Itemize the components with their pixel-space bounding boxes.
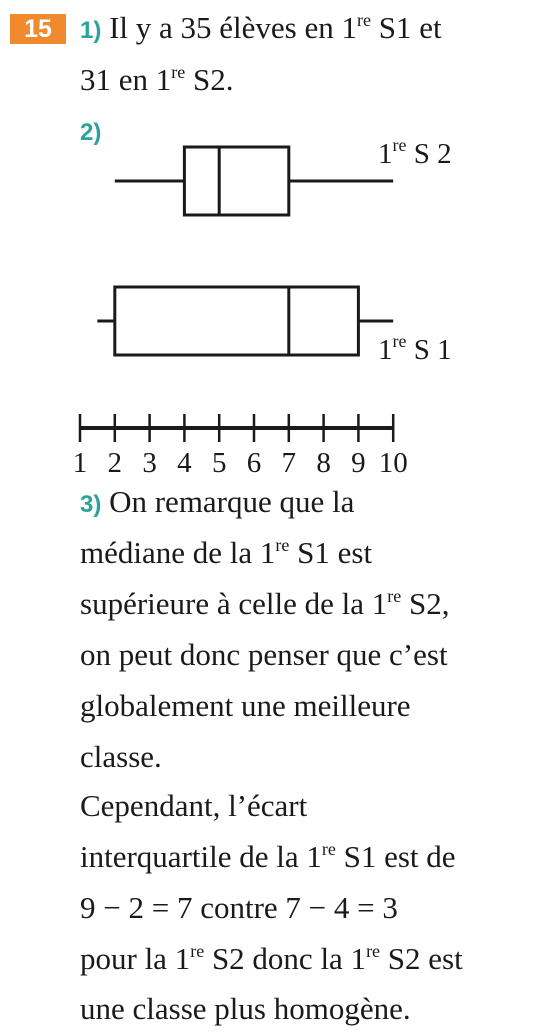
axis-tick-label-5: 5 — [211, 447, 227, 479]
exercise-number-badge: 15 — [10, 14, 66, 44]
q3-line-9: 9 − 2 = 7 contre 7 − 4 = 3 — [80, 890, 398, 925]
q3-line-6: classe. — [80, 739, 162, 774]
axis-tick-label-3: 3 — [142, 447, 157, 479]
superscript-re: re — [392, 135, 407, 155]
q1-text-1a: Il y a 35 élèves en 1 — [109, 10, 358, 45]
box-s2 — [184, 147, 288, 215]
q3-text-8a: interquartile de la 1 — [80, 839, 322, 874]
superscript-re: re — [321, 839, 336, 859]
q3-line-8 — [80, 839, 456, 875]
q3-text-10c: S2 est — [380, 941, 463, 976]
axis-tick-label-9: 9 — [351, 447, 366, 479]
superscript-re: re — [190, 941, 205, 961]
q3-text-8b: S1 est de — [335, 839, 456, 874]
superscript-re: re — [171, 62, 186, 82]
q3-text-3b: S2, — [401, 586, 450, 621]
q1-text-2a: 31 en 1 — [80, 62, 172, 97]
q3-line-3 — [80, 586, 449, 622]
series-label-s2-text: S 2 — [406, 138, 452, 170]
axis-tick-label-10: 10 — [378, 447, 408, 479]
axis-tick-label-6: 6 — [246, 447, 262, 479]
q3-label: 3) — [80, 491, 102, 518]
q3-line-1 — [80, 484, 354, 520]
q3-line-10 — [80, 941, 463, 977]
axis-tick-label-8: 8 — [316, 447, 331, 479]
series-label-s1-num: 1 — [378, 334, 393, 366]
q2-label: 2) — [80, 119, 102, 146]
axis-tick-label-7: 7 — [281, 447, 297, 479]
q1-text-1b: S1 et — [371, 10, 442, 45]
series-label-s2-num: 1 — [378, 138, 393, 170]
q1-label: 1) — [80, 17, 102, 44]
superscript-re: re — [366, 941, 381, 961]
q3-line-4: on peut donc penser que c’est — [80, 637, 448, 672]
q3-line-5: globalement une meilleure — [80, 688, 411, 723]
superscript-re: re — [392, 331, 407, 351]
superscript-re: re — [387, 586, 402, 606]
boxplot-chart — [0, 0, 535, 490]
axis-tick-label-2: 2 — [107, 447, 123, 479]
axis-tick-label-1: 1 — [72, 447, 88, 479]
q3-text-3a: supérieure à celle de la 1 — [80, 586, 388, 621]
box-s1 — [115, 287, 359, 355]
q3-text-10a: pour la 1 — [80, 941, 191, 976]
q3-text-2a: médiane de la 1 — [80, 535, 276, 570]
superscript-re: re — [275, 535, 290, 555]
q3-text-10b: S2 donc la 1 — [204, 941, 367, 976]
series-label-s1-text: S 1 — [406, 334, 452, 366]
q3-text-1: On remarque que la — [101, 484, 355, 519]
superscript-re: re — [357, 10, 371, 30]
q3-text-2b: S1 est — [289, 535, 373, 570]
axis-tick-label-4: 4 — [177, 447, 192, 479]
q3-line-2 — [80, 535, 372, 571]
q3-line-11: une classe plus homogène. — [80, 991, 411, 1026]
q1-text-2b: S2. — [185, 62, 234, 97]
q3-line-7: Cependant, l’écart — [80, 788, 308, 823]
